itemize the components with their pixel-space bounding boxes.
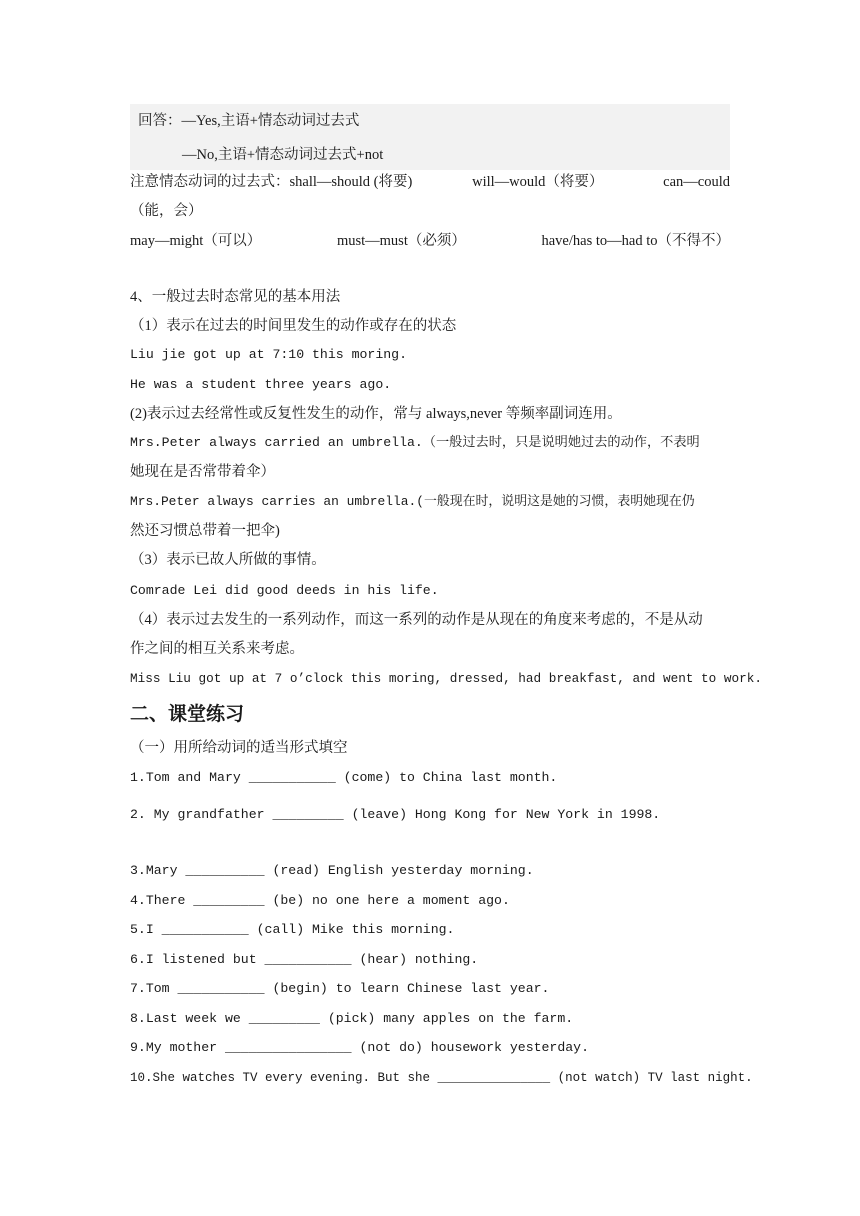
exercise-item-4: 4.There _________ (be) no one here a moment ago. [130, 893, 510, 908]
exercise-item-6: 6.I listened but ___________ (hear) nothing. [130, 952, 479, 967]
exercise-item-8: 8.Last week we _________ (pick) many apples on the farm. [130, 1011, 574, 1026]
usage-1-example-1: Liu jie got up at 7:10 this moring. [130, 347, 407, 362]
exercise-item-7: 7.Tom ___________ (begin) to learn Chinese last year. [130, 981, 550, 996]
usage-2-example-2b: 然还习惯总带着一把伞) [130, 523, 280, 539]
usage-4-title-b: 作之间的相互关系来考虑。 [130, 641, 304, 657]
modal-pair-may: may—might（可以） [130, 233, 262, 249]
section-heading: 二、课堂练习 [130, 703, 245, 725]
exercise-item-2: 2. My grandfather _________ (leave) Hong Kong for New York in 1998. [130, 807, 661, 822]
usage-2-example-1a: Mrs.Peter always carried an umbrella.（一般过去时，只是说明她过去的动作，不表明 [130, 435, 700, 450]
exercise-item-10: 10.She watches TV every evening. But she _______________ (not watch) TV last night. [130, 1071, 753, 1085]
exercise-item-3: 3.Mary __________ (read) English yesterday morning. [130, 863, 534, 878]
usage-3-title: （3）表示已故人所做的事情。 [130, 552, 326, 568]
modal-note-line-2 [130, 231, 730, 251]
usage-1-example-2: He was a student three years ago. [130, 377, 392, 392]
usage-2-example-1b: 她现在是否常带着伞） [130, 464, 275, 480]
modal-pair-must: must—must（必须） [336, 233, 466, 249]
usage-4-example: Miss Liu got up at 7 o’clock this moring, dressed, had breakfast, and went to work. [130, 671, 762, 686]
usage-3-example: Comrade Lei did good deeds in his life. [130, 583, 439, 598]
modal-note-line-1 [130, 172, 730, 192]
exercise-item-1: 1.Tom and Mary ___________ (come) to China last month. [130, 770, 558, 785]
exercise-item-9: 9.My mother ________________ (not do) housework yesterday. [130, 1040, 589, 1055]
modal-pair-have-to: have/has to—had to（不得不） [541, 233, 730, 249]
exercise-subheading: （一）用所给动词的适当形式填空 [130, 740, 348, 756]
usage-title: 4、一般过去时态常见的基本用法 [130, 289, 341, 305]
answer-yes-line: 回答：—Yes,主语+情态动词过去式 [138, 113, 360, 129]
usage-2-title: (2)表示过去经常性或反复性发生的动作，常与 always,never 等频率副词连用。 [130, 406, 622, 422]
modal-pair-will: will—would（将要） [472, 174, 604, 190]
modal-pair-shall: 注意情态动词的过去式：shall—should (将要) [130, 174, 413, 190]
modal-pair-can: can—could [663, 174, 730, 190]
exercise-item-5: 5.I ___________ (call) Mike this morning. [130, 922, 455, 937]
usage-2-example-2a: Mrs.Peter always carries an umbrella.(一般现在时，说明这是她的习惯，表明她现在仍 [130, 494, 695, 509]
usage-1-title: （1）表示在过去的时间里发生的动作或存在的状态 [130, 318, 457, 334]
usage-4-title-a: （4）表示过去发生的一系列动作，而这一系列的动作是从现在的角度来考虑的，不是从动 [130, 612, 703, 628]
modal-note-line-1-cont: （能，会） [130, 203, 203, 219]
answer-no-line: —No,主语+情态动词过去式+not [182, 147, 384, 163]
